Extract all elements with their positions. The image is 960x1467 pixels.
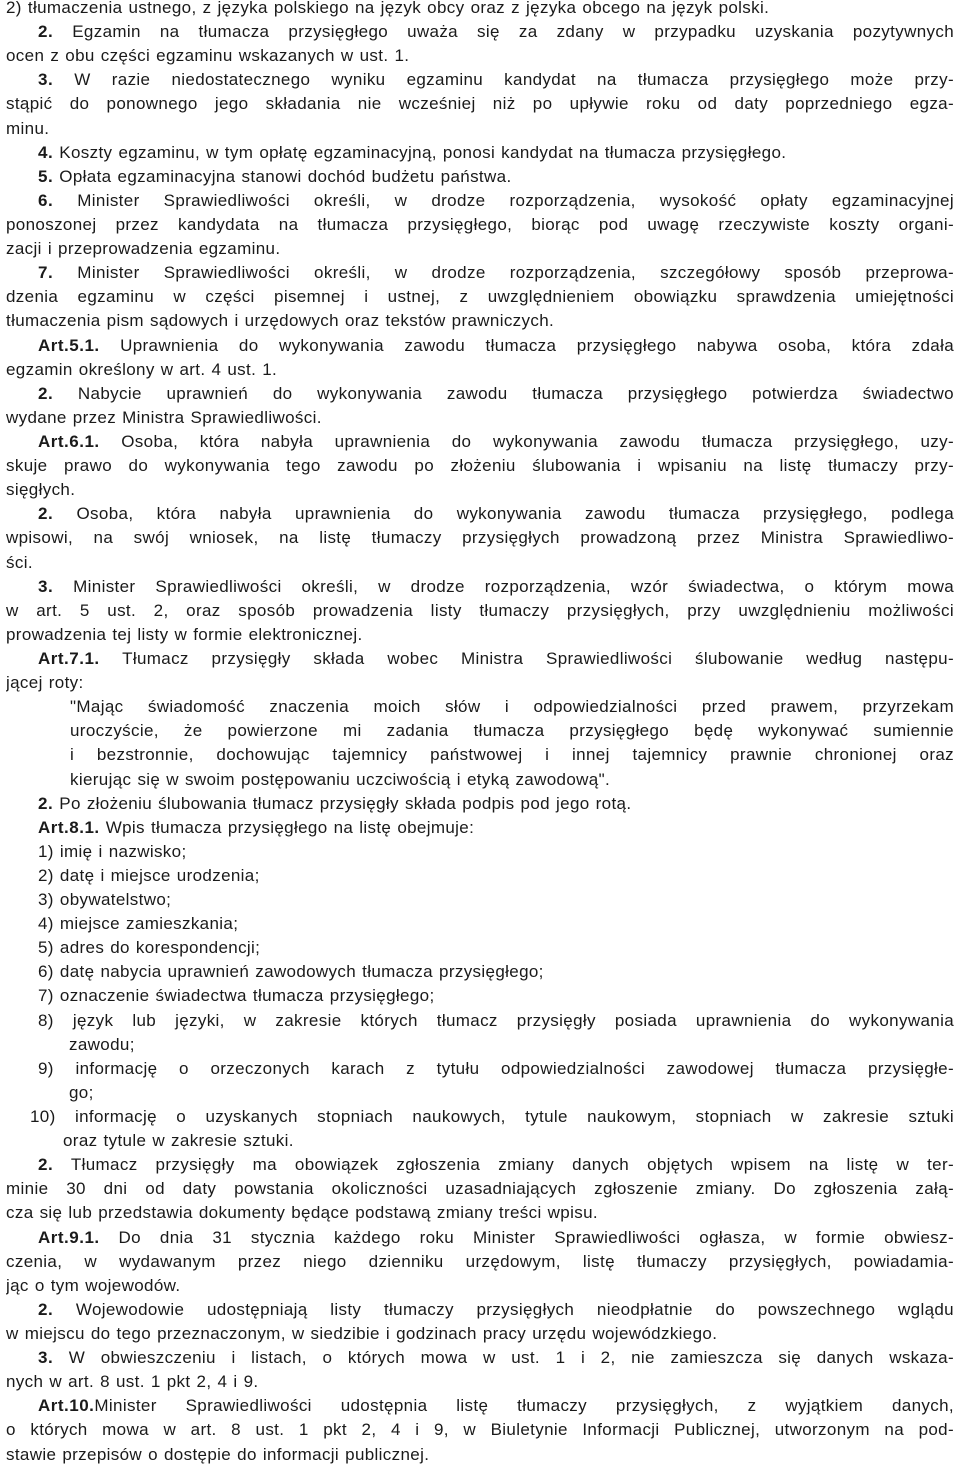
line-text: W obwieszczeniu i listach, o których mowa w ust. 1 i 2, nie zamieszcza się danych wskaza- <box>53 1348 954 1368</box>
line-text: Po złożeniu ślubowania tłumacz przysięgły składa podpis pod jego rotą. <box>53 793 632 813</box>
text-line <box>6 792 954 816</box>
line-text: minie 30 dni od daty powstania okoliczności uzasadniających zgłoszenie zmiany. Do zgłoszenia załą- <box>6 1179 954 1199</box>
paragraph-number: 3. <box>38 1348 54 1368</box>
line-text: stąpić do ponownego jego składania nie wcześniej niż po upływie roku od daty poprzedniego egza- <box>6 94 954 114</box>
text-line <box>6 141 954 165</box>
text-line <box>6 1081 954 1105</box>
text-line <box>6 261 954 285</box>
paragraph-number: Art.5.1. <box>38 335 100 355</box>
line-text: o których mowa w art. 8 ust. 1 pkt 2, 4 i 9, w Biuletynie Informacji Publicznej, utworzonym na pod- <box>6 1420 954 1440</box>
text-line <box>6 960 954 984</box>
line-text: Uprawnienia do wykonywania zawodu tłumacza przysięgłego nabywa osoba, która zdała <box>99 335 954 355</box>
text-line <box>6 1033 954 1057</box>
paragraph-number: 2. <box>38 504 54 524</box>
text-line <box>6 44 954 68</box>
paragraph-number: 5. <box>38 166 54 186</box>
text-line <box>6 68 954 92</box>
text-line <box>6 189 954 213</box>
paragraph-number: 2. <box>38 383 54 403</box>
line-text: W razie niedostatecznego wyniku egzaminu kandydat na tłumacza przysięgłego może przy- <box>53 70 954 90</box>
line-text: kierując się w swoim postępowaniu uczciwością i etyką zawodową". <box>70 769 611 789</box>
line-text: w art. 5 ust. 2, oraz sposób prowadzenia listy tłumaczy przysięgłych, przy uwzględnieniu możliwości <box>6 600 954 620</box>
text-line <box>6 1105 954 1129</box>
text-line <box>6 623 954 647</box>
line-text: 6) datę nabycia uprawnień zawodowych tłumacza przysięgłego; <box>38 962 544 982</box>
text-line <box>6 912 954 936</box>
paragraph-number: 3. <box>38 576 54 596</box>
text-line <box>6 285 954 309</box>
line-text: 2) tłumaczenia ustnego, z języka polskiego na język obcy oraz z języka obcego na język polski. <box>6 0 770 17</box>
line-text: "Mając świadomość znaczenia moich słów i odpowiedzialności przed prawem, przyrzekam <box>70 697 954 717</box>
line-text: ści. <box>6 552 33 572</box>
text-line <box>6 1177 954 1201</box>
text-line <box>6 840 954 864</box>
line-text: 3) obywatelstwo; <box>38 890 172 910</box>
text-line <box>6 358 954 382</box>
line-text: prowadzenia tej listy w formie elektronicznej. <box>6 624 363 644</box>
paragraph-number: 6. <box>38 190 54 210</box>
text-line <box>6 406 954 430</box>
line-text: zacji i przeprowadzenia egzaminu. <box>6 239 281 259</box>
line-text: cza się lub przedstawia dokumenty będące podstawą zmiany treści wpisu. <box>6 1203 598 1223</box>
line-text: wpisowi, na swój wniosek, na listę tłumaczy przysięgłych prowadzoną przez Ministra Sprawiedliwo- <box>6 528 954 548</box>
paragraph-number: Art.8.1. <box>38 817 100 837</box>
paragraph-number: 2. <box>38 1155 54 1175</box>
paragraph-number: Art.10. <box>38 1396 95 1416</box>
text-line <box>6 864 954 888</box>
text-line <box>6 671 954 695</box>
line-text: i bezstronnie, dochowując tajemnicy państwowej i innej tajemnicy prawnie chronionej oraz <box>70 745 954 765</box>
text-line <box>6 0 954 20</box>
text-line <box>6 1226 954 1250</box>
line-text: Nabycie uprawnień do wykonywania zawodu tłumacza przysięgłego potwierdza świadectwo <box>53 383 954 403</box>
line-text: Minister Sprawiedliwości udostępnia listę tłumaczy przysięgłych, z wyjątkiem danych, <box>94 1396 954 1416</box>
text-line <box>6 743 954 767</box>
text-line <box>6 888 954 912</box>
line-text: Tłumacz przysięgły składa wobec Ministra Sprawiedliwości ślubowanie według następu- <box>99 648 954 668</box>
line-text: 2) datę i miejsce urodzenia; <box>38 865 260 885</box>
paragraph-number: 2. <box>38 1299 54 1319</box>
line-text: skuje prawo do wykonywania tego zawodu po złożeniu ślubowania i wpisaniu na listę tłumaczy przy- <box>6 456 954 476</box>
line-text: uroczyście, że powierzone mi zadania tłumacza przysięgłego będę wykonywać sumiennie <box>70 721 954 741</box>
line-text: 4) miejsce zamieszkania; <box>38 914 239 934</box>
text-line <box>6 20 954 44</box>
text-line <box>6 526 954 550</box>
line-text: Wpis tłumacza przysięgłego na listę obejmuje: <box>99 817 475 837</box>
paragraph-number: Art.9.1. <box>38 1227 100 1247</box>
text-line <box>6 502 954 526</box>
line-text: Do dnia 31 stycznia każdego roku Minister Sprawiedliwości ogłasza, w formie obwiesz- <box>99 1227 954 1247</box>
line-text: tłumaczenia pism sądowych i urzędowych oraz tekstów prawniczych. <box>6 311 555 331</box>
line-text: Egzamin na tłumacza przysięgłego uważa się za zdany w przypadku uzyskania pozytywnych <box>53 22 954 42</box>
text-line <box>6 309 954 333</box>
text-line <box>6 213 954 237</box>
text-line <box>6 1057 954 1081</box>
line-text: ocen z obu części egzaminu wskazanych w ust. 1. <box>6 46 410 66</box>
text-line <box>6 575 954 599</box>
text-line <box>6 237 954 261</box>
line-text: jącej roty: <box>6 673 84 693</box>
line-text: Opłata egzaminacyjna stanowi dochód budżetu państwa. <box>53 166 512 186</box>
line-text: Koszty egzaminu, w tym opłatę egzaminacyjną, ponosi kandydat na tłumacza przysięgłego. <box>53 142 787 162</box>
line-text: Osoba, która nabyła uprawnienia do wykonywania zawodu tłumacza przysięgłego, podlega <box>53 504 954 524</box>
line-text: dzenia egzaminu w części pisemnej i ustnej, z uwzględnieniem obowiązku sprawdzenia umiejętności <box>6 287 954 307</box>
text-line <box>6 1250 954 1274</box>
line-text: Minister Sprawiedliwości określi, w drodze rozporządzenia, wzór świadectwa, o którym mowa <box>53 576 954 596</box>
paragraph-number: Art.7.1. <box>38 648 100 668</box>
line-text: 7) oznaczenie świadectwa tłumacza przysięgłego; <box>38 986 435 1006</box>
text-line <box>6 719 954 743</box>
text-line <box>6 1298 954 1322</box>
line-text: Wojewodowie udostępniają listy tłumaczy przysięgłych nieodpłatnie do powszechnego wglądu <box>53 1299 954 1319</box>
line-text: 5) adres do korespondencji; <box>38 938 261 958</box>
line-text: Osoba, która nabyła uprawnienia do wykonywania zawodu tłumacza przysięgłego, uzy- <box>99 431 954 451</box>
paragraph-number: Art.6.1. <box>38 431 100 451</box>
text-line <box>6 454 954 478</box>
line-text: nych w art. 8 ust. 1 pkt 2, 4 i 9. <box>6 1372 259 1392</box>
line-text: 10) informację o uzyskanych stopniach naukowych, tytule naukowym, stopniach w zakresie sztuki <box>30 1107 954 1127</box>
line-text: stawie przepisów o dostępie do informacji publicznej. <box>6 1444 430 1464</box>
line-text: wydane przez Ministra Sprawiedliwości. <box>6 407 322 427</box>
paragraph-number: 3. <box>38 70 54 90</box>
line-text: Minister Sprawiedliwości określi, w drodze rozporządzenia, szczegółowy sposób przeprowa- <box>53 263 954 283</box>
text-line <box>6 1443 954 1467</box>
text-line <box>6 551 954 575</box>
line-text: sięgłych. <box>6 480 76 500</box>
line-text: Tłumacz przysięgły ma obowiązek zgłoszenia zmiany danych objętych wpisem na listę w ter- <box>53 1155 954 1175</box>
text-line <box>6 1201 954 1225</box>
paragraph-number: 2. <box>38 22 54 42</box>
line-text: egzamin określony w art. 4 ust. 1. <box>6 359 278 379</box>
text-line <box>6 936 954 960</box>
paragraph-number: 7. <box>38 263 54 283</box>
text-line <box>6 117 954 141</box>
text-line <box>6 1153 954 1177</box>
paragraph-number: 4. <box>38 142 54 162</box>
text-line <box>6 1394 954 1418</box>
text-line <box>6 1346 954 1370</box>
text-line <box>6 1009 954 1033</box>
text-line <box>6 1274 954 1298</box>
line-text: oraz tytule w zakresie sztuki. <box>63 1131 294 1151</box>
text-line <box>6 165 954 189</box>
line-text: go; <box>69 1082 94 1102</box>
paragraph-number: 2. <box>38 793 54 813</box>
text-line <box>6 1129 954 1153</box>
text-line <box>6 695 954 719</box>
text-line <box>6 1370 954 1394</box>
text-line <box>6 1322 954 1346</box>
text-line <box>6 92 954 116</box>
line-text: jąc o tym wojewodów. <box>6 1275 181 1295</box>
line-text: w miejscu do tego przeznaczonym, w siedzibie i godzinach pracy urzędu wojewódzkiego. <box>6 1324 718 1344</box>
text-line <box>6 334 954 358</box>
text-line <box>6 599 954 623</box>
text-line <box>6 984 954 1008</box>
line-text: zawodu; <box>69 1034 135 1054</box>
text-line <box>6 816 954 840</box>
line-text: 9) informację o orzeczonych karach z tytułu odpowiedzialności zawodowej tłumacza przysięgłe- <box>38 1058 954 1078</box>
text-line <box>6 478 954 502</box>
text-line <box>6 382 954 406</box>
line-text: czenia, w wydawanym przez niego dzienniku urzędowym, listę tłumaczy przysięgłych, powiadamia- <box>6 1251 954 1271</box>
line-text: Minister Sprawiedliwości określi, w drodze rozporządzenia, wysokość opłaty egzaminacyjnej <box>53 190 954 210</box>
text-line <box>6 430 954 454</box>
line-text: 8) język lub języki, w zakresie których tłumacz przysięgły posiada uprawnienia do wykonywania <box>38 1010 954 1030</box>
line-text: minu. <box>6 118 50 138</box>
text-line <box>6 1418 954 1442</box>
line-text: 1) imię i nazwisko; <box>38 841 187 861</box>
text-line <box>6 647 954 671</box>
line-text: ponoszonej przez kandydata na tłumacza przysięgłego, biorąc pod uwagę rzeczywiste koszty organi- <box>6 214 954 234</box>
text-line <box>6 768 954 792</box>
